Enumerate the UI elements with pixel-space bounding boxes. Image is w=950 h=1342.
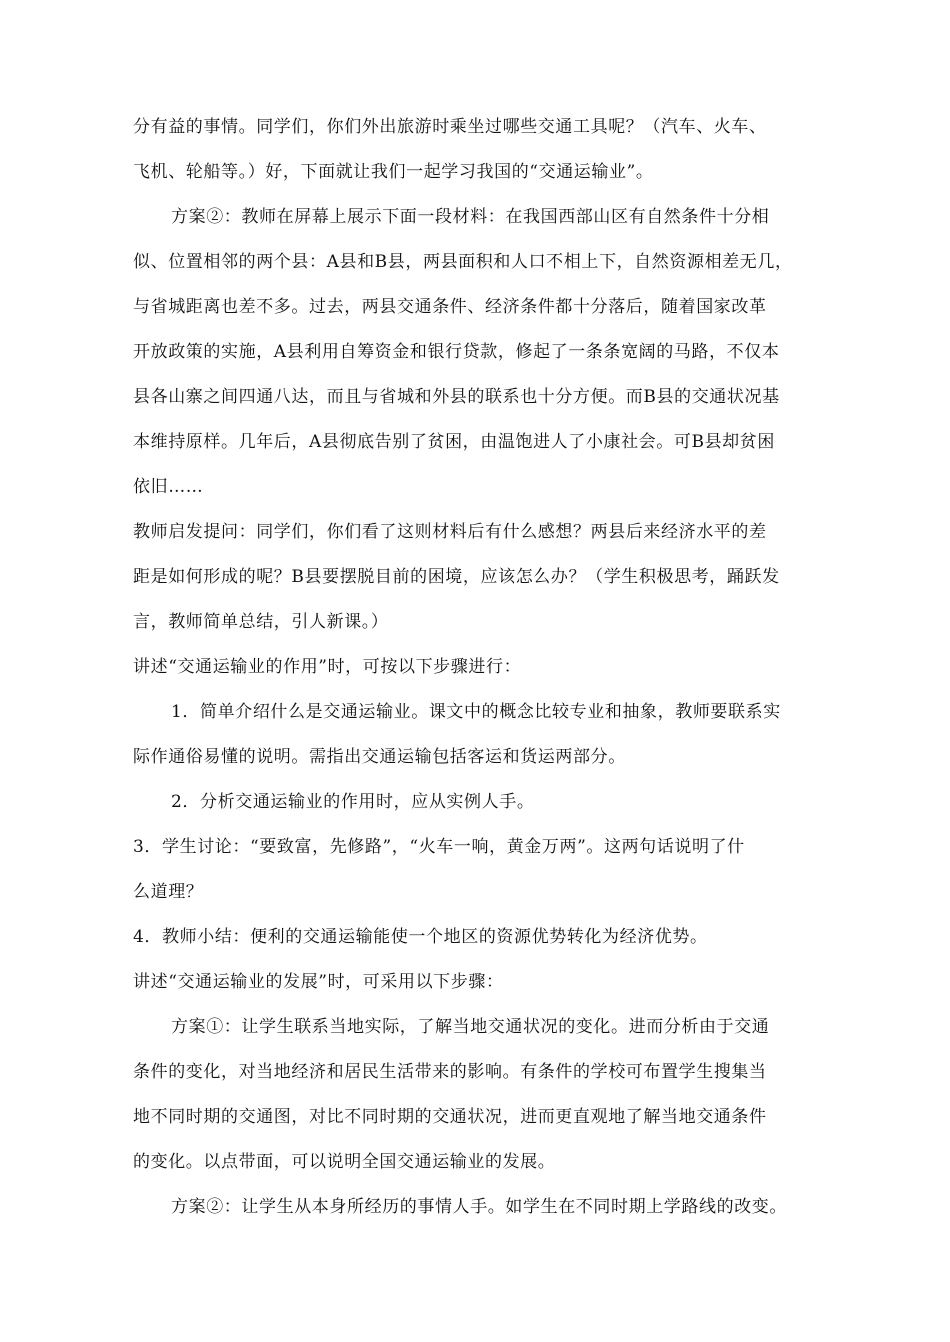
text-line: 际作通俗易懂的说明。需指出交通运输包括客运和货运两部分。	[133, 747, 626, 767]
text-line: 距是如何形成的呢？B县要摆脱目前的困境，应该怎么办？（学生积极思考，踊跃发	[133, 567, 780, 587]
text-line: 飞机、轮船等。）好，下面就让我们一起学习我国的“交通运输业”。	[133, 162, 654, 182]
text-line: 分有益的事情。同学们，你们外出旅游时乘坐过哪些交通工具呢？（汽车、火车、	[133, 117, 767, 137]
text-line: 条件的变化，对当地经济和居民生活带来的影响。有条件的学校可布置学生搜集当	[133, 1062, 767, 1082]
list-item-line: 4．教师小结：便利的交通运输能使一个地区的资源优势转化为经济优势。	[133, 927, 708, 947]
text-line: 地不同时期的交通图，对比不同时期的交通状况，进而更直观地了解当地交通条件	[133, 1107, 767, 1127]
text-line: 与省城距离也差不多。过去，两县交通条件、经济条件都十分落后，随着国家改革	[133, 297, 767, 317]
paragraph-start-line: 讲述“交通运输业的作用”时，可按以下步骤进行：	[133, 657, 522, 677]
text-line: 的变化。以点带面，可以说明全国交通运输业的发展。	[133, 1152, 556, 1172]
text-line: 言，教师简单总结，引人新课。）	[133, 612, 389, 632]
paragraph-start-line: 方案②：让学生从本身所经历的事情人手。如学生在不同时期上学路线的改变。	[171, 1197, 787, 1217]
text-line: 似、位置相邻的两个县：A县和B县，两县面积和人口不相上下，自然资源相差无几，	[133, 252, 793, 272]
list-item-line: 2．分析交通运输业的作用时，应从实例人手。	[171, 792, 535, 812]
list-item-line: 3．学生讨论：“要致富，先修路”，“火车一响，黄金万两”。这两句话说明了什	[133, 837, 745, 857]
paragraph-start-line: 教师启发提问：同学们，你们看了这则材料后有什么感想？两县后来经济水平的差	[133, 522, 767, 542]
paragraph-start-line: 方案②：教师在屏幕上展示下面一段材料：在我国西部山区有自然条件十分相	[171, 207, 770, 227]
text-line: 依旧……	[133, 477, 204, 497]
text-line: 么道理？	[133, 882, 204, 902]
paragraph-start-line: 讲述“交通运输业的发展”时，可采用以下步骤：	[133, 972, 504, 992]
text-line: 本维持原样。几年后，A县彻底告别了贫困，由温饱进人了小康社会。可B县却贫困	[133, 432, 775, 452]
list-item-line: 1．简单介绍什么是交通运输业。课文中的概念比较专业和抽象，教师要联系实	[171, 702, 781, 722]
paragraph-start-line: 方案①：让学生联系当地实际，了解当地交通状况的变化。进而分析由于交通	[171, 1017, 770, 1037]
text-line: 开放政策的实施，A县利用自筹资金和银行贷款，修起了一条条宽阔的马路，不仅本	[133, 342, 780, 362]
text-line: 县各山寨之间四通八达，而且与省城和外县的联系也十分方便。而B县的交通状况基	[133, 387, 780, 407]
